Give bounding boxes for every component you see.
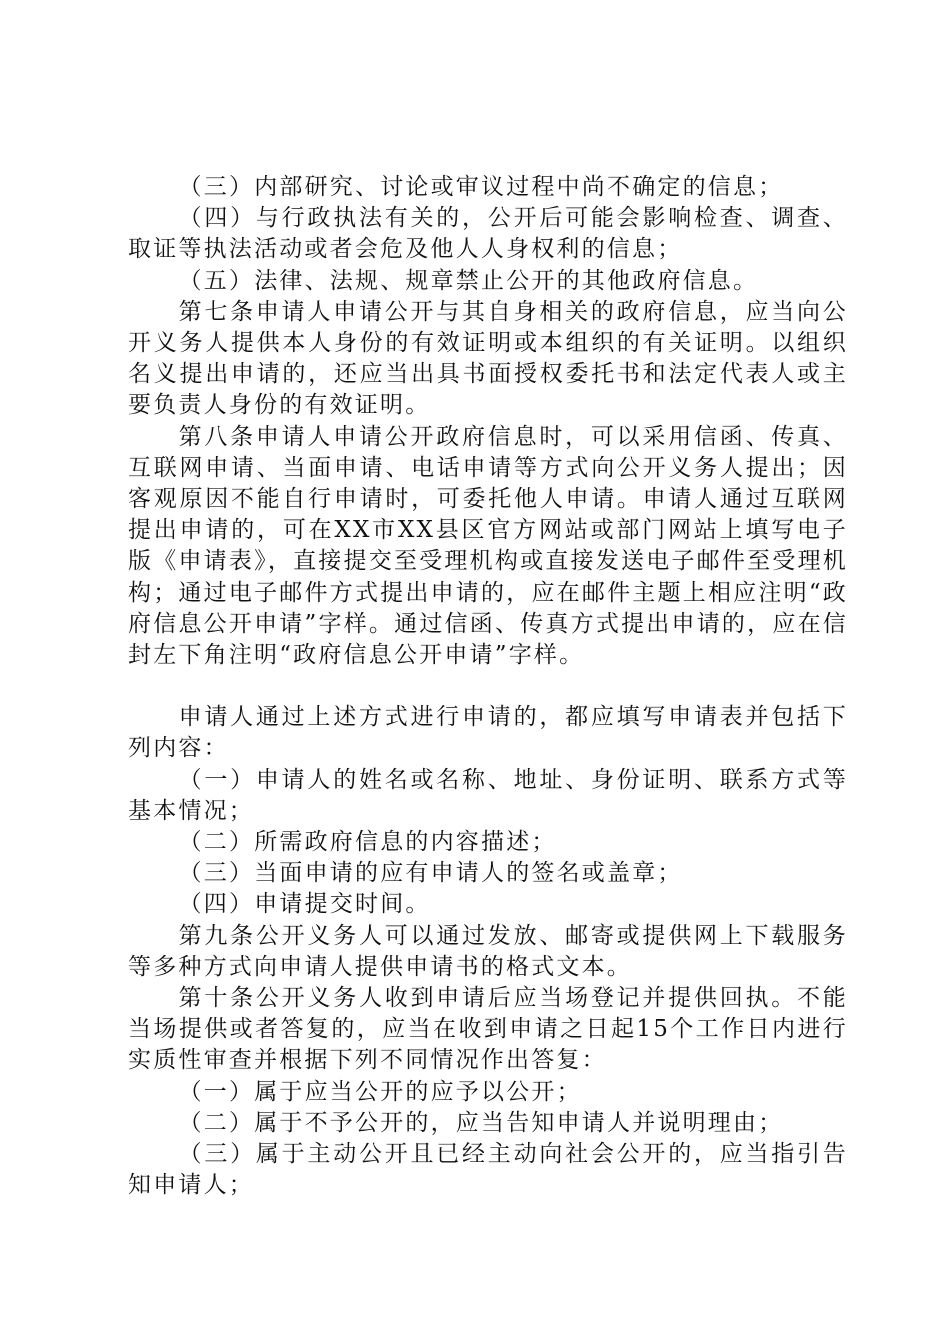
article-9-paragraph: 第九条公开义务人可以通过发放、邮寄或提供网上下载服务等多种方式向申请人提供申请书的格式文本。 — [128, 922, 848, 980]
paragraph-item-3: （三）内部研究、讨论或审议过程中尚不确定的信息； — [178, 174, 784, 200]
article-8-paragraph: 第八条申请人申请公开政府信息时，可以采用信函、传真、互联网申请、当面申请、电话申请等方式向公开义务人提出；因客观原因不能自行申请时，可委托他人申请。申请人通过互联网提出申请的，可在XX市XX县区官方网站或部门网站上填写电子版《申请表》，直接提交至受理机构或直接发送电子邮件至受理机构；通过电子邮件方式提出申请的，应在邮件主题上相应注明“政府信息公开申请”字样。通过信函、传真方式提出申请的，应在信封左下角注明“政府信息公开申请”字样。 — [128, 423, 848, 669]
application-item-4: （四）申请提交时间。 — [178, 891, 431, 918]
application-content-intro: 申请人通过上述方式进行申请的，都应填写申请表并包括下列内容： — [128, 704, 848, 762]
reply-item-1: （一）属于应当公开的应予以公开； — [178, 1078, 582, 1105]
article-10-paragraph: 第十条公开义务人收到申请后应当场登记并提供回执。不能当场提供或者答复的，应当在收到申请之日起15个工作日内进行实质性审查并根据下列不同情况作出答复： — [128, 985, 848, 1074]
paragraph-item-5: （五）法律、法规、规章禁止公开的其他政府信息。 — [178, 267, 759, 294]
application-item-2: （二）所需政府信息的内容描述； — [178, 829, 557, 856]
paragraph-item-4: （四）与行政执法有关的，公开后可能会影响检查、调查、取证等执法活动或者会危及他人人身权利的信息； — [128, 205, 848, 263]
reply-item-2: （二）属于不予公开的，应当告知申请人并说明理由； — [178, 1109, 784, 1136]
application-item-1: （一）申请人的姓名或名称、地址、身份证明、联系方式等基本情况； — [128, 766, 848, 824]
article-7-paragraph: 第七条申请人申请公开与其自身相关的政府信息，应当向公开义务人提供本人身份的有效证明或本组织的有关证明。以组织名义提出申请的，还应当出具书面授权委托书和法定代表人或主要负责人身份的有效证明。 — [128, 298, 848, 419]
application-item-3: （三）当面申请的应有申请人的签名或盖章； — [178, 860, 683, 887]
document-body — [128, 172, 848, 1202]
reply-item-3: （三）属于主动公开且已经主动向社会公开的，应当指引告知申请人； — [128, 1141, 848, 1199]
